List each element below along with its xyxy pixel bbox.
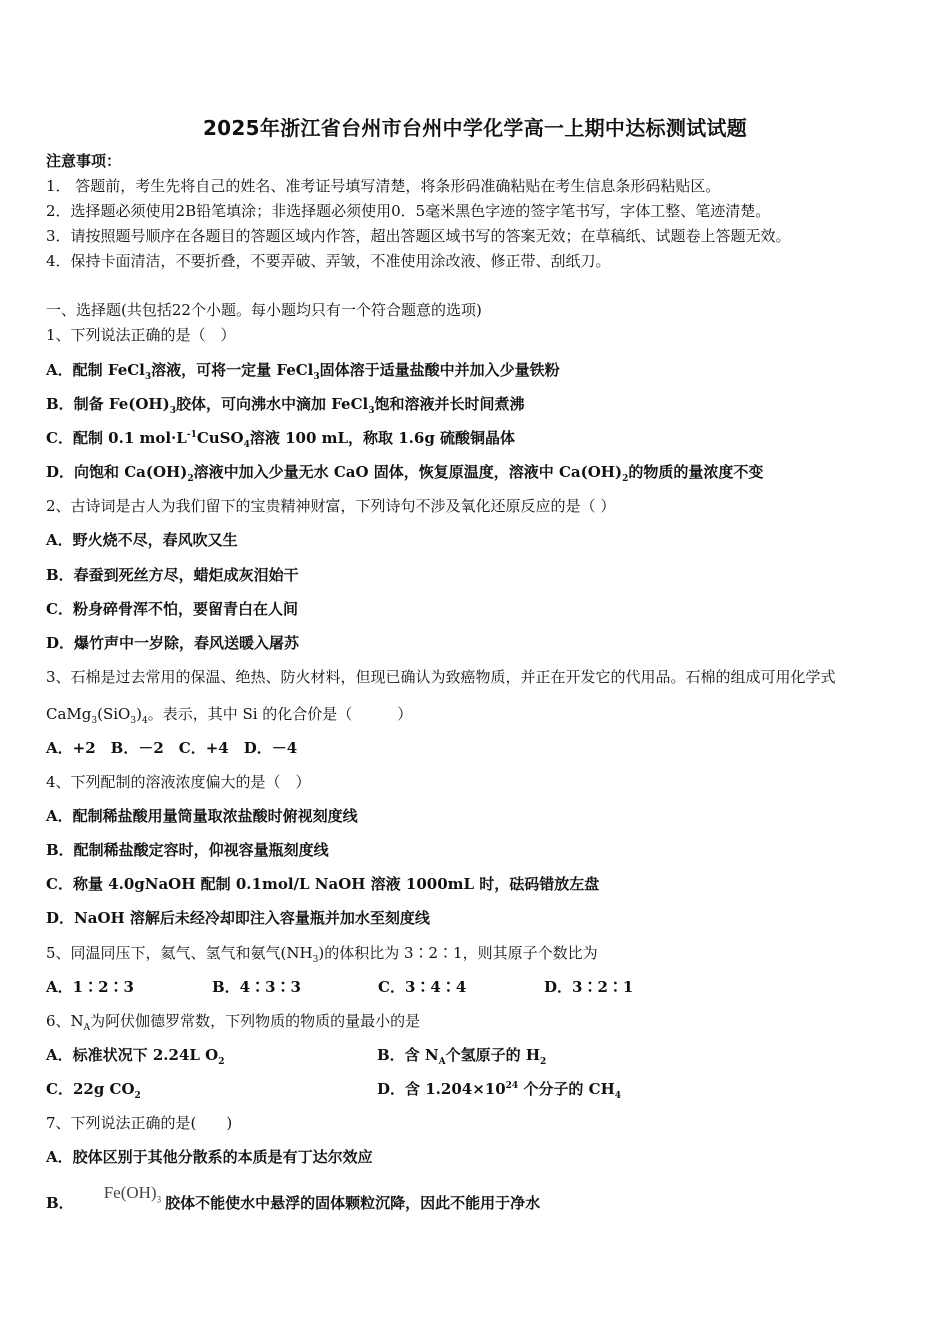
notice-heading: 注意事项： <box>46 152 122 170</box>
question-5-option-c: C．3∶4∶4 <box>378 978 467 996</box>
question-6-option-c: C．22g $CO_2$ <box>46 1080 141 1101</box>
question-2-stem: 2、古诗词是古人为我们留下的宝贵精神财富，下列诗句不涉及氧化还原反应的是（ ） <box>46 497 616 515</box>
question-1-option-b: B．制备 $Fe(OH)_3$胶体，可向沸水中滴加 FeCl$_3$饱和溶液并长时间煮沸 <box>46 395 525 416</box>
notice-item: 4．保持卡面清洁，不要折叠，不要弄破、弄皱，不准使用涂改液、修正带、刮纸刀。 <box>46 252 611 270</box>
question-1-stem: 1、下列说法正确的是（ ） <box>46 326 236 344</box>
question-4-stem: 4、下列配制的溶液浓度偏大的是（ ） <box>46 773 311 791</box>
notice-item: 2．选择题必须使用2B铅笔填涂；非选择题必须使用0．5毫米黑色字迹的签字笔书写，字体工整、笔迹清楚。 <box>46 202 771 220</box>
question-1-option-c: C．配制 0.1 $mol\cdot L^{-1}CuSO_4$溶液 100 mL，称取 1.6g 硫酸铜晶体 <box>46 429 516 450</box>
question-3-formula-line: $CaMg_3(SiO_3)_4$。表示，其中 Si 的化合价是（ ） <box>46 705 413 726</box>
question-5-options <box>46 977 633 997</box>
section-heading: 一、选择题(共包括22个小题。每小题均只有一个符合题意的选项) <box>46 301 482 319</box>
question-2-option-a: A．野火烧不尽，春风吹又生 <box>46 531 238 549</box>
question-2-option-d: D．爆竹声中一岁除，春风送暖入屠苏 <box>46 634 300 652</box>
question-6-option-d: D．含 $1.204\times 10^{24}$ 个分子的 $CH_4$ <box>377 1080 622 1101</box>
question-4-option-c: C．称量 4.0gNaOH 配制 0.1mol/L NaOH 溶液 1000mL 时，砝码错放左盘 <box>46 875 600 893</box>
question-4-option-b: B．配制稀盐酸定容时，仰视容量瓶刻度线 <box>46 841 329 859</box>
question-6-option-b: B．含 $N_A$个氢原子的 $H_2$ <box>377 1046 547 1067</box>
question-3-stem: 3、石棉是过去常用的保温、绝热、防火材料，但现已确认为致癌物质，并正在开发它的代用品。石棉的组成可用化学式 <box>46 668 836 686</box>
fe-oh-3-formula-image: $Fe(OH)_3$ <box>103 1183 162 1205</box>
question-6-stem: 6、$N_A$为阿伏伽德罗常数，下列物质的物质的量最小的是 <box>46 1012 421 1033</box>
question-4-option-a: A．配制稀盐酸用量筒量取浓盐酸时俯视刻度线 <box>46 807 358 825</box>
question-1-option-a: A．配制 FeCl$_3$溶液，可将一定量 FeCl$_3$固体溶于适量盐酸中并加入少量铁粉 <box>46 361 560 382</box>
question-6-option-a: A．标准状况下 2.24L $O_2$ <box>46 1046 225 1067</box>
notice-item: 1． 答题前，考生先将自己的姓名、准考证号填写清楚，将条形码准确粘贴在考生信息条形码粘贴区。 <box>46 177 721 195</box>
question-4-option-d: D．NaOH 溶解后未经冷却即注入容量瓶并加水至刻度线 <box>46 909 430 927</box>
question-5-stem: 5、同温同压下，氦气、氢气和氨气$(NH_3)$的体积比为 3∶2∶1，则其原子个数比为 <box>46 944 598 965</box>
question-5-option-a: A．1∶2∶3 <box>46 978 134 996</box>
question-5-option-d: D．3∶2∶1 <box>544 978 634 996</box>
question-1-option-d: D．向饱和 $Ca(OH)_2$溶液中加入少量无水 CaO 固体，恢复原温度，溶液中 $Ca(OH)_2$的物质的量浓度不变 <box>46 463 764 484</box>
question-2-option-b: B．春蚕到死丝方尽，蜡炬成灰泪始干 <box>46 566 299 584</box>
question-5-option-b: B．4∶3∶3 <box>212 978 301 996</box>
question-6-options-row-2 <box>46 1079 621 1099</box>
page-title: 2025年浙江省台州市台州中学化学高一上期中达标测试试题 <box>202 116 748 140</box>
question-7-stem: 7、下列说法正确的是( ) <box>46 1114 233 1132</box>
question-6-options-row-1 <box>46 1045 546 1065</box>
question-3-options: A．+2 B．－2 C．+4 D．－4 <box>46 739 298 757</box>
question-2-option-c: C．粉身碎骨浑不怕，要留青白在人间 <box>46 600 298 618</box>
question-7-option-b: B．$Fe(OH)_3$ 胶体不能使水中悬浮的固体颗粒沉降，因此不能用于净水 <box>46 1183 541 1212</box>
notice-item: 3．请按照题号顺序在各题目的答题区域内作答，超出答题区域书写的答案无效；在草稿纸、试题卷上答题无效。 <box>46 227 791 245</box>
question-7-option-a: A．胶体区别于其他分散系的本质是有丁达尔效应 <box>46 1148 373 1166</box>
